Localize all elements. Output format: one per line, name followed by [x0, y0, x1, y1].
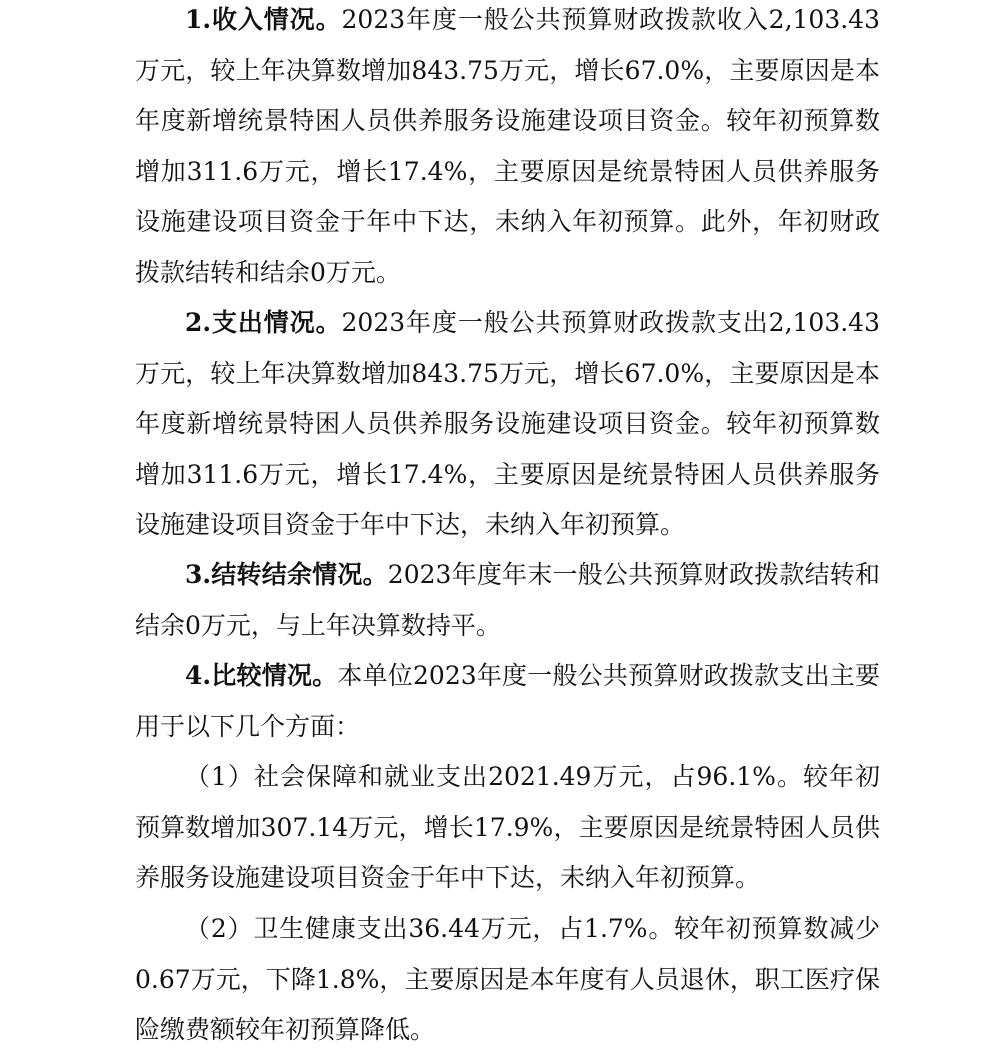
list-item-social-security: [135, 752, 880, 904]
section-heading: 1.收入情况。: [185, 5, 342, 34]
section-heading: 2.支出情况。: [185, 308, 342, 337]
section-body: 本单位2023年度一般公共预算财政拨款支出主要用于以下几个方面：: [135, 661, 881, 741]
section-comparison: [135, 651, 880, 752]
section-body: 2023年度一般公共预算财政拨款收入2,103.43万元，较上年决算数增加843.75万元，增长67.0%，主要原因是本年度新增统景特困人员供养服务设施建设项目资金。较年初预算数增加311.6万元，增长17.4%，主要原因是统景特困人员供养服务设施建设项目资金于年中下达，未纳入年初预算。此外，年初财政拨款结转和结余0万元。: [135, 5, 880, 287]
list-item-text: （1）社会保障和就业支出2021.49万元，占96.1%。较年初预算数增加307.14万元，增长17.9%，主要原因是统景特困人员供养服务设施建设项目资金于年中下达，未纳入年初预算。: [135, 762, 880, 893]
list-item-text: （2）卫生健康支出36.44万元，占1.7%。较年初预算数减少0.67万元，下降1.8%，主要原因是本年度有人员退休，职工医疗保险缴费额较年初预算降低。: [135, 914, 880, 1045]
section-body: 2023年度一般公共预算财政拨款支出2,103.43万元，较上年决算数增加843.75万元，增长67.0%，主要原因是本年度新增统景特困人员供养服务设施建设项目资金。较年初预算数增加311.6万元，增长17.4%，主要原因是统景特困人员供养服务设施建设项目资金于年中下达，未纳入年初预算。: [135, 308, 880, 540]
section-heading: 3.结转结余情况。: [185, 560, 388, 589]
list-item-health: [135, 904, 880, 1056]
section-heading: 4.比较情况。: [185, 661, 338, 690]
section-expenditure: [135, 298, 880, 551]
section-body: 2023年度年末一般公共预算财政拨款结转和结余0万元，与上年决算数持平。: [135, 560, 881, 640]
section-carryover: [135, 550, 880, 651]
section-income: [135, 0, 880, 299]
